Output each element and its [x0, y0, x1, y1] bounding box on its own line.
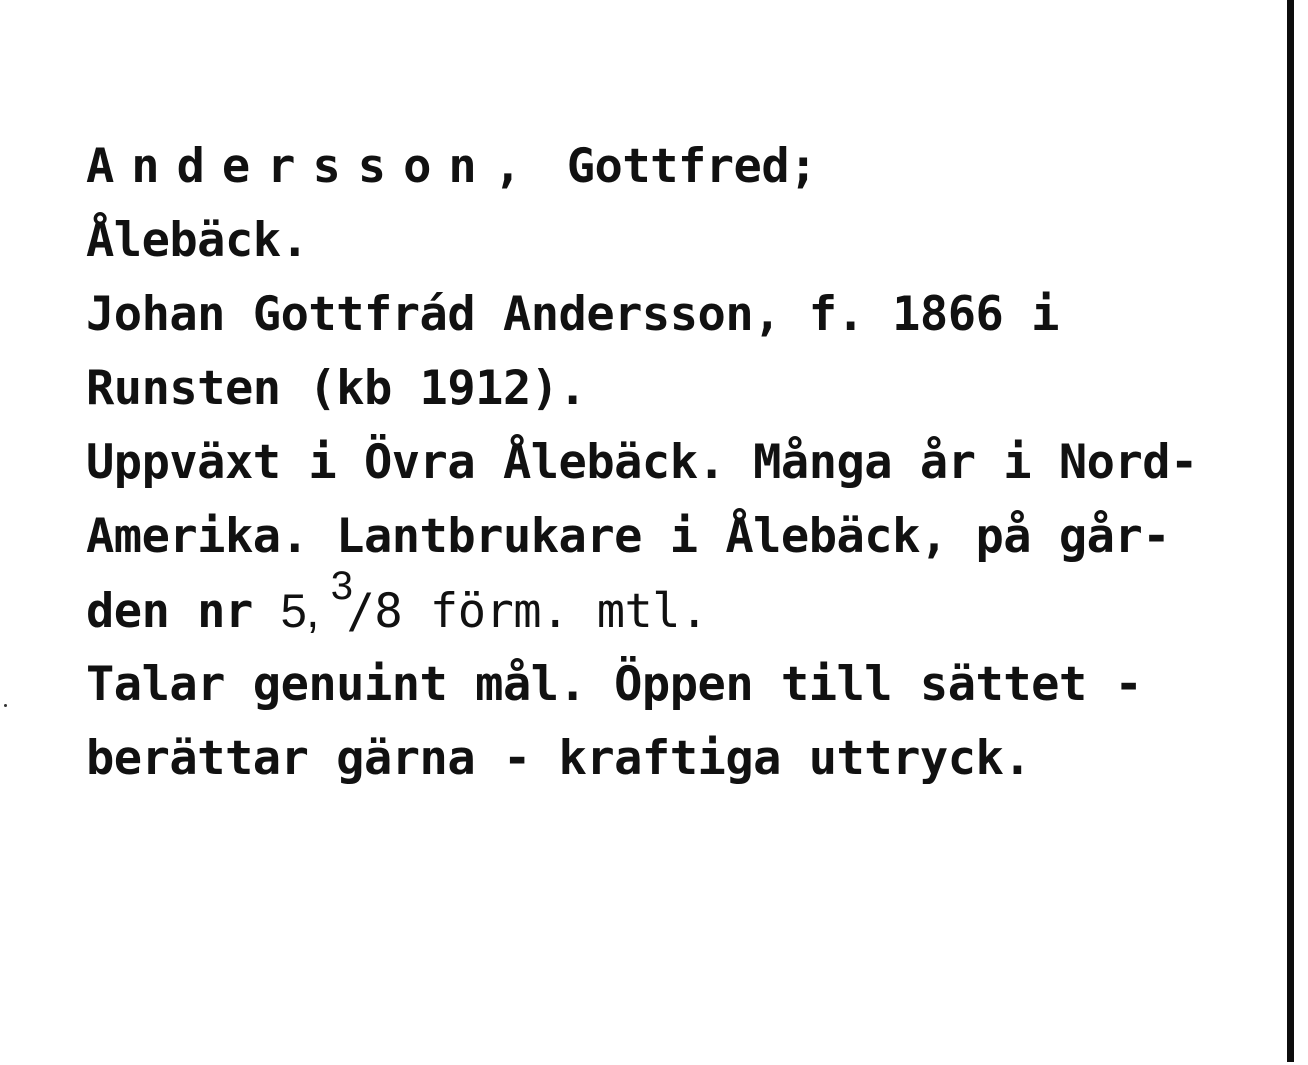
- holding-prefix: den nr: [86, 584, 281, 639]
- surname: Andersson,: [86, 139, 539, 194]
- margin-speck: [4, 704, 7, 707]
- text-line-upbringing: Uppväxt i Övra Ålebäck. Många år i Nord-: [86, 435, 1198, 490]
- holding-rest: /8 förm. mtl.: [346, 584, 708, 639]
- fraction-numerator: 3: [330, 564, 353, 608]
- text-line-holding: [86, 564, 708, 643]
- given-name: Gottfred;: [566, 139, 817, 194]
- text-line-occupation: Amerika. Lantbrukare i Ålebäck, på går-: [86, 509, 1171, 564]
- text-line-remark-1: Talar genuint mål. Öppen till sättet -: [86, 657, 1143, 712]
- text-line-birth: Johan Gottfrád Andersson, f. 1866 i: [86, 287, 1059, 342]
- farm-number: 5,: [280, 584, 319, 637]
- text-line-parish: Runsten (kb 1912).: [86, 361, 587, 416]
- heading-line: [86, 138, 817, 196]
- card-right-edge: [1287, 0, 1294, 1062]
- place-line: Ålebäck.: [86, 213, 309, 268]
- text-line-remark-2: berättar gärna - kraftiga uttryck.: [86, 731, 1032, 786]
